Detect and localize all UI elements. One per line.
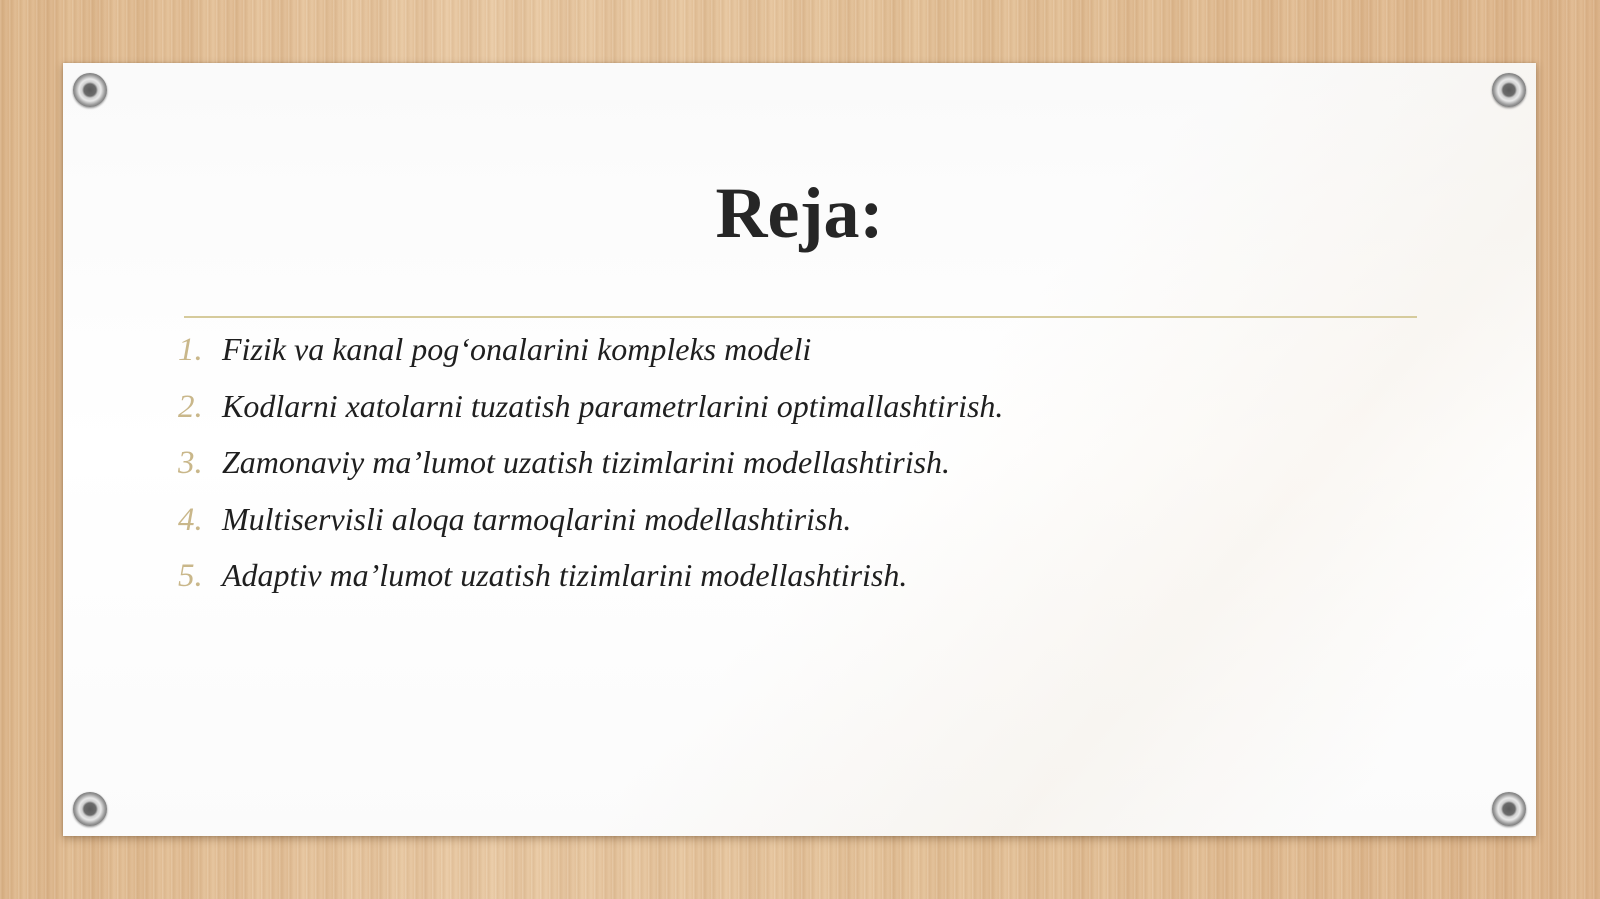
list-item-number: 3. xyxy=(178,445,203,481)
list-item-number: 2. xyxy=(178,388,203,425)
list-item xyxy=(178,501,1003,558)
title-divider xyxy=(184,316,1417,318)
list-item-text: Zamonaviy ma’lumot uzatish tizimlarini modellashtirish. xyxy=(222,444,951,480)
list-item-text: Multiservisli aloqa tarmoqlarini modellashtirish. xyxy=(222,500,852,537)
slide-title: Reja: xyxy=(715,173,884,253)
list-item-number: 5. xyxy=(178,558,203,594)
list-item xyxy=(178,388,1003,445)
pin-icon xyxy=(1492,73,1526,107)
list-item xyxy=(178,331,1003,388)
list-item-text: Adaptiv ma’lumot uzatish tizimlarini modellashtirish. xyxy=(222,557,908,593)
pin-icon xyxy=(1492,792,1526,826)
list-item-text: Kodlarni xatolarni tuzatish parametrlarini optimallashtirish. xyxy=(222,387,1004,424)
list-item xyxy=(178,557,1003,614)
list-item-number: 1. xyxy=(178,332,203,368)
slide-paper xyxy=(63,63,1536,836)
list-item-number: 4. xyxy=(178,501,203,538)
list-item xyxy=(178,444,1003,501)
pin-icon xyxy=(73,792,107,826)
pin-icon xyxy=(73,73,107,107)
list-item-text: Fizik va kanal pog‘onalarini kompleks modeli xyxy=(222,331,812,367)
plan-list xyxy=(178,331,1003,614)
